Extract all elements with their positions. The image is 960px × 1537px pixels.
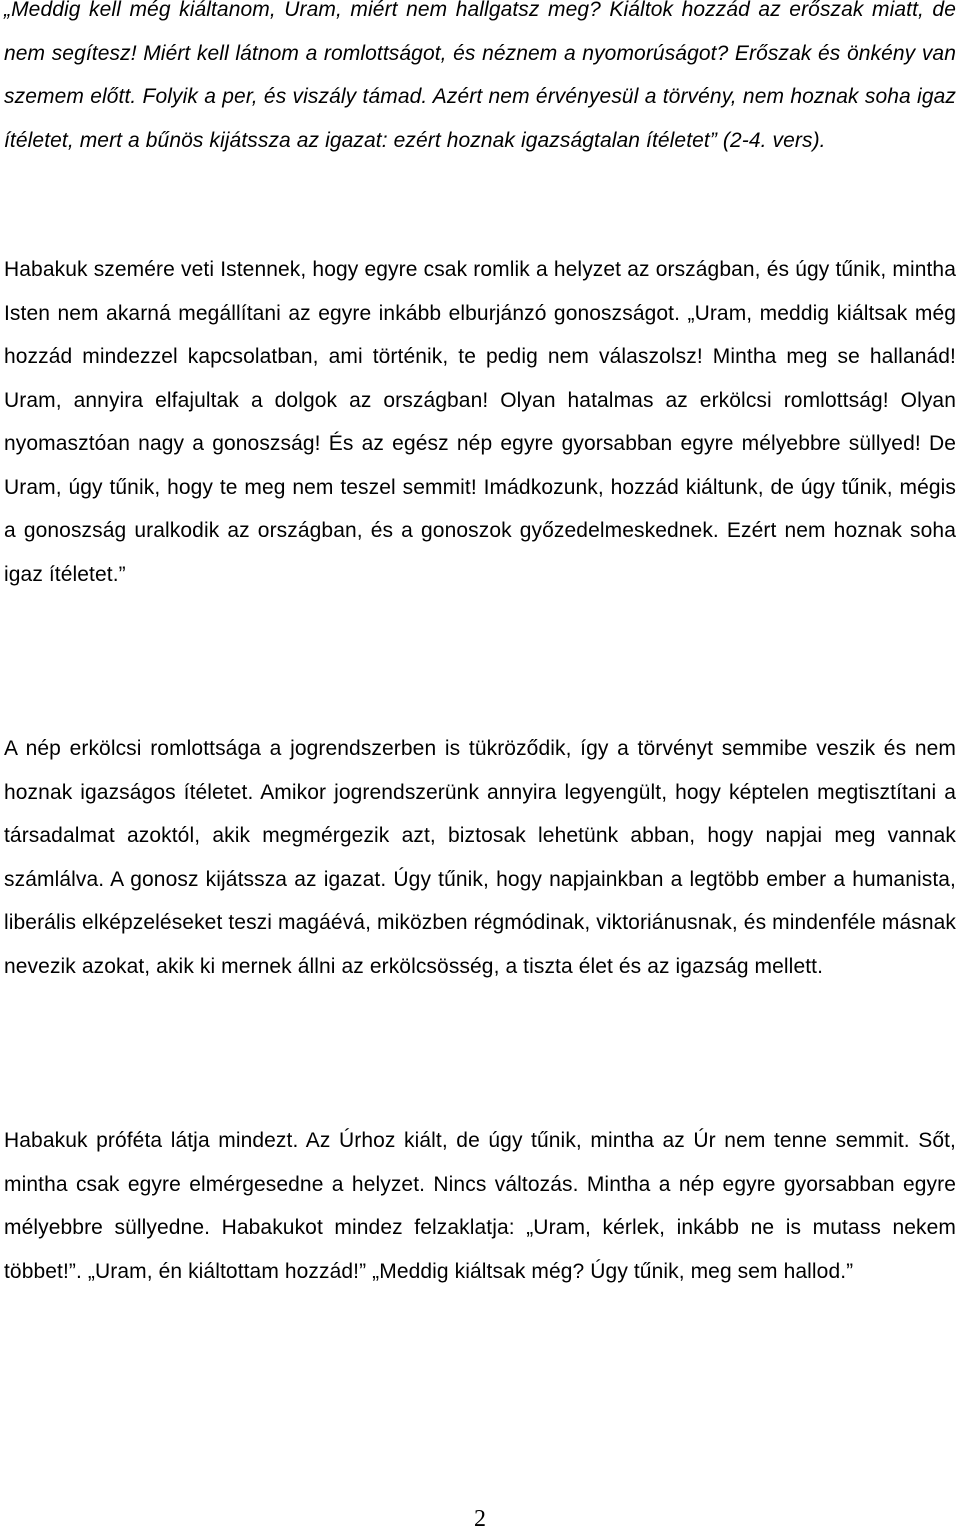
body-paragraph-1: Habakuk szemére veti Istennek, hogy egyre csak romlik a helyzet az országban, és úgy tűnik, mintha Isten nem akarná megállítani az egyre inkább elburjánzó gonoszságot. „Uram, meddig kiáltsak még hozzád mindezzel kapcsolatban, ami történik, te pedig nem válaszolsz! Mintha meg se hallanád! Uram, annyira elfajultak a dolgok az országban! Olyan hatalmas az erkölcsi romlottság! Olyan nyomasztóan nagy a gonoszság! És az egész nép egyre gyorsabban egyre mélyebbre süllyed! De Uram, úgy tűnik, hogy te meg nem teszel semmit! Imádkozunk, hozzád kiáltunk, de úgy tűnik, mégis a gonoszság uralkodik az országban, és a gonoszok győzedelmeskednek. Ezért nem hoznak soha igaz ítéletet.” (4, 258, 956, 586)
page-number: 2 (474, 1506, 486, 1532)
quote-paragraph: „Meddig kell még kiáltanom, Uram, miért nem hallgatsz meg? Kiáltok hozzád az erőszak miatt, de nem segítesz! Miért kell látnom a romlottságot, és néznem a nyomorúságot? Erőszak és önkény van szemem előtt. Folyik a per, és viszály támad. Azért nem érvényesül a törvény, nem hoznak soha igaz ítéletet, mert a bűnös kijátssza az igazat: ezért hoznak igazságtalan ítéletet” (2-4. vers). (4, 0, 956, 152)
body-paragraph-3: Habakuk próféta látja mindezt. Az Úrhoz kiált, de úgy tűnik, mintha az Úr nem tenne semmit. Sőt, mintha csak egyre elmérgesedne a helyzet. Nincs változás. Mintha a nép egyre gyorsabban egyre mélyebbre süllyedne. Habakukot mindez felzaklatja: „Uram, kérlek, inkább ne is mutass nekem többet!”. „Uram, én kiáltottam hozzád!” „Meddig kiáltsak még? Úgy tűnik, meg sem hallod.” (4, 1129, 956, 1283)
body-paragraph-2: A nép erkölcsi romlottsága a jogrendszerben is tükröződik, így a törvényt semmibe veszik és nem hoznak igazságos ítéletet. Amikor jogrendszerünk annyira legyengült, hogy képtelen megtisztítani a társadalmat azoktól, akik megmérgezik azt, biztosak lehetünk abban, hogy napjai meg vannak számlálva. A gonosz kijátssza az igazat. Úgy tűnik, hogy napjainkban a legtöbb ember a humanista, liberális elképzeléseket teszi magáévá, miközben régmódinak, viktoriánusnak, és mindenféle másnak nevezik azokat, akik ki mernek állni az erkölcsösség, a tiszta élet és az igazság mellett. (4, 737, 956, 978)
